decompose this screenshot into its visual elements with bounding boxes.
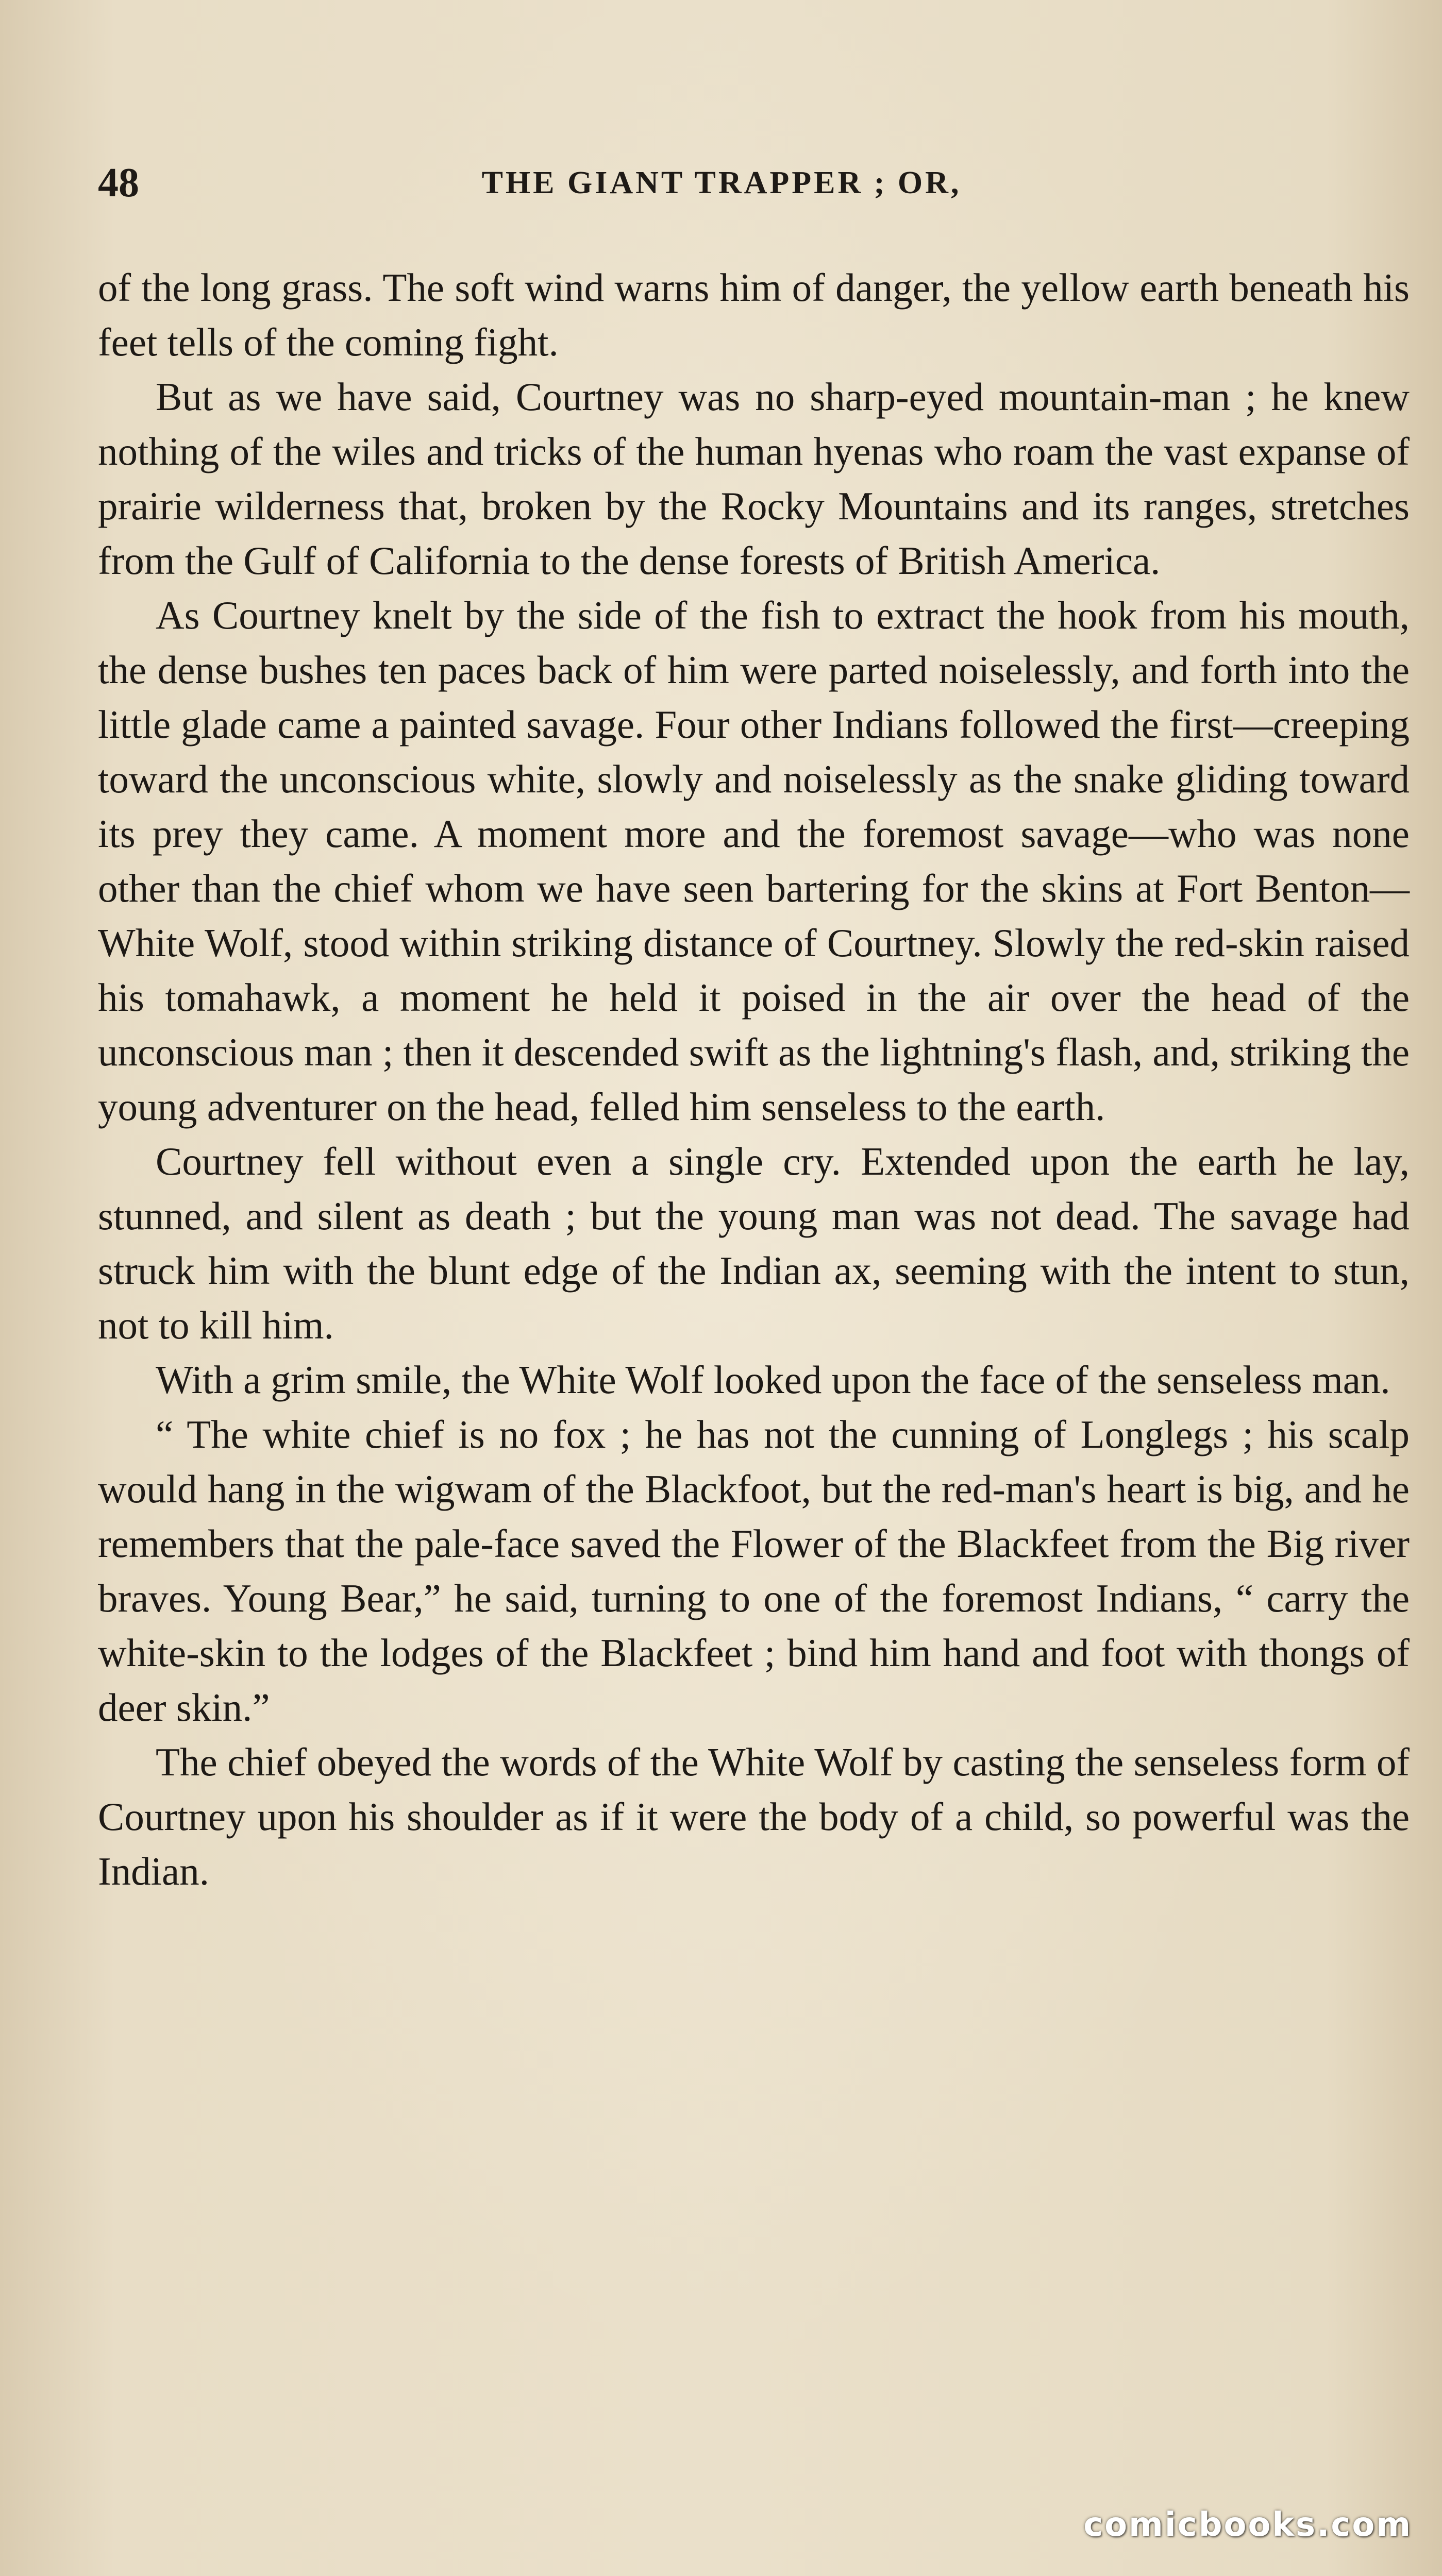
paragraph-continued: of the long grass. The soft wind warns him of danger, the yellow earth beneath his feet tells of the coming fight. — [98, 265, 1410, 364]
page-number: 48 — [98, 160, 139, 206]
paragraph: Courtney fell without even a single cry. Extended upon the earth he lay, stunned, and silent as death ; but the young man was not dead. The savage had struck him with the blunt edge of the Indian ax, seeming with the intent to stun, not to kill him. — [98, 1139, 1410, 1347]
site-watermark: comicbooks.com — [1083, 2506, 1412, 2544]
paragraph-dialogue: “ The white chief is no fox ; he has not the cunning of Longlegs ; his scalp would hang in the wigwam of the Blackfoot, but the red-man's heart is big, and he remembers that the pale-face saved the Flower of the Blackfeet from the Big river braves. Young Bear,” he said, turning to one of the foremost Indians, “ carry the white-skin to the lodges of the Blackfeet ; bind him hand and foot with thongs of deer skin.” — [98, 1412, 1410, 1730]
paragraph: But as we have said, Courtney was no sharp-eyed mountain-man ; he knew nothing of the wiles and tricks of the human hyenas who roam the vast expanse of prairie wilderness that, broken by the Rocky Mountains and its ranges, stretches from the Gulf of California to the dense forests of British America. — [98, 375, 1410, 583]
page-header — [98, 155, 1345, 211]
running-head: THE GIANT TRAPPER ; OR, — [481, 165, 962, 200]
paragraph: As Courtney knelt by the side of the fish to extract the hook from his mouth, the dense bushes ten paces back of him were parted noiselessly, and forth into the little glade came a painted savage. Four other Indians followed the first—creeping toward the unconscious white, slowly and noiselessly as the snake gliding toward its prey they came. A moment more and the foremost savage—who was none other than the chief whom we have seen bartering for the skins at Fort Benton—White Wolf, stood within striking distance of Courtney. Slowly the red-skin raised his tomahawk, a moment he held it poised in the air over the head of the unconscious man ; then it descended swift as the lightning's flash, and, striking the young adventurer on the head, felled him senseless to the earth. — [98, 593, 1410, 1129]
paragraph: The chief obeyed the words of the White Wolf by casting the senseless form of Courtney upon his shoulder as if it were the body of a child, so powerful was the Indian. — [98, 1740, 1410, 1893]
paragraph: With a grim smile, the White Wolf looked upon the face of the senseless man. — [156, 1358, 1390, 1402]
body-text — [98, 260, 1410, 1899]
